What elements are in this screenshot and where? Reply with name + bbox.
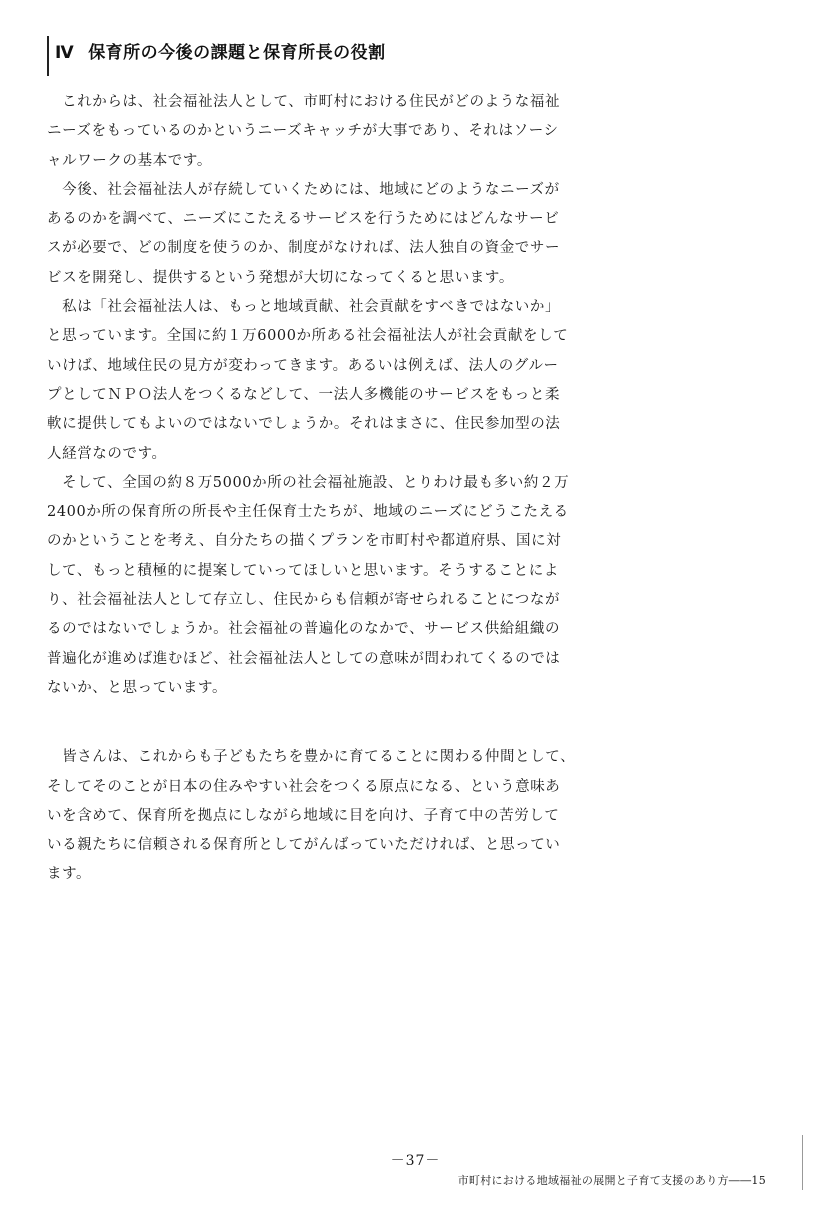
body-text bbox=[47, 88, 576, 890]
text-line: 私は「社会福祉法人は、もっと地域貢献、社会貢献をすべきではないか」 bbox=[47, 299, 561, 316]
text-line: いる親たちに信頼される保育所としてがんばっていただければ、と思ってい bbox=[47, 837, 561, 854]
text-line: のかということを考え、自分たちの描くプランを市町村や都道府県、国に対 bbox=[47, 533, 562, 550]
text-line: これからは、社会福祉法人として、市町村における住民がどのような福祉 bbox=[47, 94, 561, 110]
text-line: して、もっと積極的に提案していってほしいと思います。そうすることによ bbox=[47, 562, 559, 579]
text-line: るのではないでしょうか。社会福祉の普遍化のなかで、サービス供給組織の bbox=[47, 621, 561, 638]
text-line: と思っています。全国に約１万6000か所ある社会福祉法人が社会貢献をして bbox=[47, 328, 569, 345]
paragraph-gap bbox=[47, 703, 567, 743]
section-heading bbox=[55, 38, 386, 63]
text-line: ビスを開発し、提供するという発想が大切になってくると思います。 bbox=[47, 269, 514, 286]
text-line: プとしてＮＰＯ法人をつくるなどして、一法人多機能のサービスをもっと柔 bbox=[47, 386, 561, 403]
text-line: ニーズをもっているのかというニーズキャッチが大事であり、それはソーシ bbox=[47, 123, 559, 140]
text-line: 皆さんは、これからも子どもたちを豊かに育てることに関わる仲間として、 bbox=[47, 749, 576, 766]
heading-rule bbox=[47, 36, 49, 76]
text-line: 今後、社会福祉法人が存続していくためには、地域にどのようなニーズが bbox=[47, 181, 560, 198]
text-line: り、社会福祉法人として存立し、住民からも信頼が寄せられることにつなが bbox=[47, 592, 561, 609]
text-line: そして、全国の約８万5000か所の社会福祉施設、とりわけ最も多い約２万 bbox=[47, 474, 570, 491]
text-line: 軟に提供してもよいのではないでしょうか。それはまさに、住民参加型の法 bbox=[47, 416, 561, 433]
text-line: ないか、と思っています。 bbox=[47, 679, 228, 696]
section-number: Ⅳ bbox=[55, 43, 75, 63]
text-line: いけば、地域住民の見方が変わってきます。あるいは例えば、法人のグルー bbox=[47, 357, 559, 374]
text-line: いを含めて、保育所を拠点にしながら地域に目を向け、子育て中の苦労して bbox=[47, 807, 560, 824]
text-line: ます。 bbox=[47, 866, 92, 883]
page-edge-line bbox=[802, 1135, 803, 1190]
text-line: 人経営なのです。 bbox=[47, 445, 167, 462]
section-title: 保育所の今後の課題と保育所長の役割 bbox=[88, 43, 386, 63]
text-line: 普遍化が進めば進むほど、社会福祉法人としての意味が問われてくるのでは bbox=[47, 650, 561, 667]
text-line: そしてそのことが日本の住みやすい社会をつくる原点になる、という意味あ bbox=[47, 778, 561, 795]
text-line: ャルワークの基本です。 bbox=[47, 152, 212, 169]
text-line: 2400か所の保育所の所長や主任保育士たちが、地域のニーズにどうこたえる bbox=[47, 504, 569, 521]
text-line: スが必要で、どの制度を使うのか、制度がなければ、法人独自の資金でサー bbox=[47, 240, 561, 257]
running-footer: 市町村における地域福祉の展開と子育て支援のあり方――15 bbox=[457, 1174, 766, 1187]
page-number: －37－ bbox=[390, 1153, 441, 1169]
text-line: あるのかを調べて、ニーズにこたえるサービスを行うためにはどんなサービ bbox=[47, 211, 560, 228]
